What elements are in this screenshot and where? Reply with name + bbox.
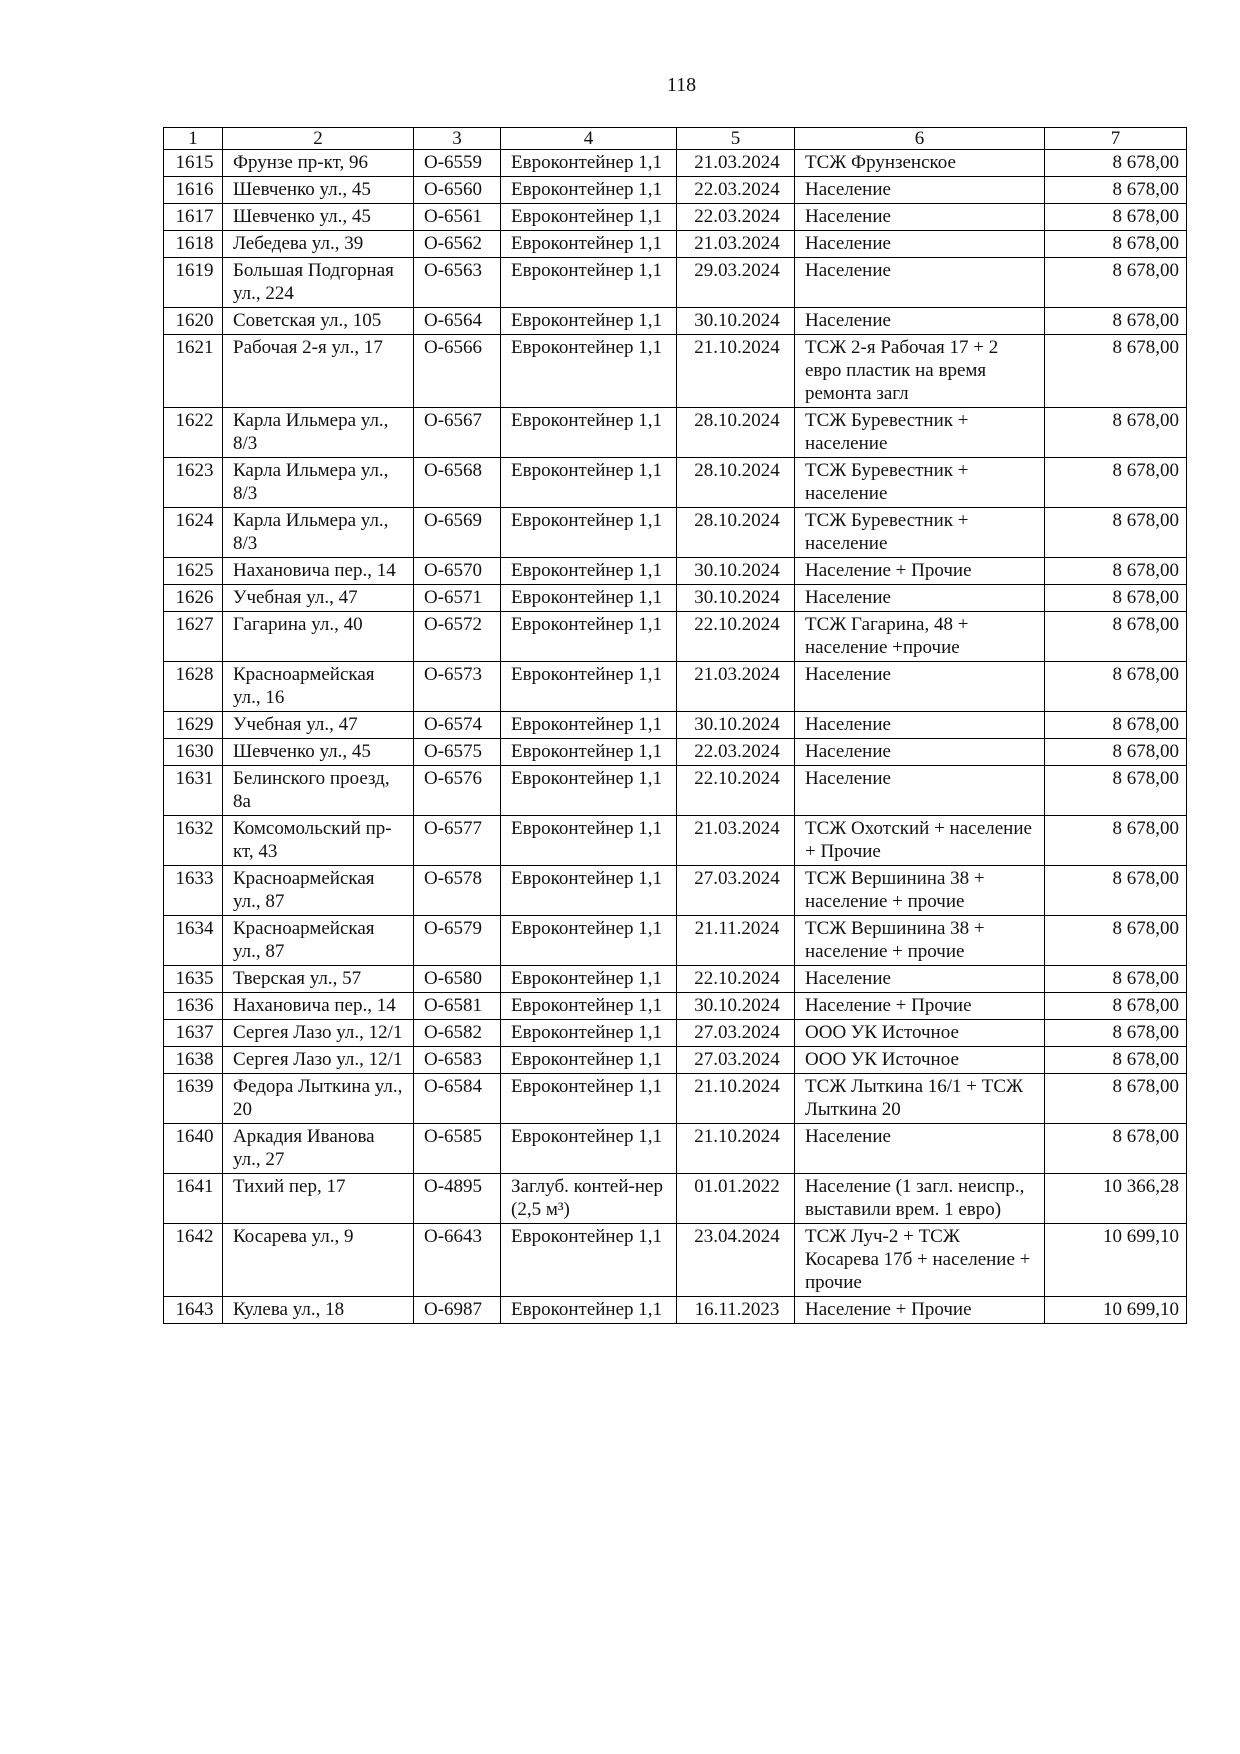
row-number: 1626 [164,585,223,612]
amount-cell: 8 678,00 [1045,739,1187,766]
amount-cell: 10 699,10 [1045,1297,1187,1324]
date-cell: 22.10.2024 [677,966,795,993]
address-cell: Нахановича пер., 14 [223,558,414,585]
table-row [164,966,1187,993]
note-cell: Население [795,662,1045,712]
address-cell: Нахановича пер., 14 [223,993,414,1020]
row-number: 1642 [164,1224,223,1297]
address-cell: Шевченко ул., 45 [223,204,414,231]
date-cell: 16.11.2023 [677,1297,795,1324]
address-cell: Рабочая 2-я ул., 17 [223,335,414,408]
date-cell: 27.03.2024 [677,866,795,916]
row-number: 1641 [164,1174,223,1224]
address-cell: Карла Ильмера ул., 8/3 [223,458,414,508]
table-row [164,916,1187,966]
amount-cell: 8 678,00 [1045,558,1187,585]
col-header-5: 5 [677,128,795,150]
note-cell: ТСЖ Гагарина, 48 + население +прочие [795,612,1045,662]
address-cell: Большая Подгорная ул., 224 [223,258,414,308]
container-type-cell: Евроконтейнер 1,1 [501,612,677,662]
container-type-cell: Евроконтейнер 1,1 [501,966,677,993]
row-number: 1617 [164,204,223,231]
row-number: 1623 [164,458,223,508]
site-code-cell: О-6987 [414,1297,501,1324]
site-code-cell: О-6577 [414,816,501,866]
note-cell: ТСЖ Фрунзенское [795,150,1045,177]
table-row [164,662,1187,712]
note-cell: ТСЖ Вершинина 38 + население + прочие [795,916,1045,966]
amount-cell: 8 678,00 [1045,993,1187,1020]
row-number: 1616 [164,177,223,204]
amount-cell: 10 366,28 [1045,1174,1187,1224]
amount-cell: 8 678,00 [1045,1047,1187,1074]
row-number: 1633 [164,866,223,916]
container-type-cell: Евроконтейнер 1,1 [501,308,677,335]
row-number: 1628 [164,662,223,712]
col-header-6: 6 [795,128,1045,150]
site-code-cell: О-6580 [414,966,501,993]
note-cell: Население [795,585,1045,612]
row-number: 1621 [164,335,223,408]
address-cell: Красноармейская ул., 16 [223,662,414,712]
amount-cell: 8 678,00 [1045,662,1187,712]
site-code-cell: О-6566 [414,335,501,408]
container-type-cell: Заглуб. контей-нер (2,5 м³) [501,1174,677,1224]
table-row [164,739,1187,766]
site-code-cell: О-6643 [414,1224,501,1297]
page-number: 118 [666,74,697,96]
table-row [164,1124,1187,1174]
table-row [164,866,1187,916]
site-code-cell: О-6562 [414,231,501,258]
container-type-cell: Евроконтейнер 1,1 [501,231,677,258]
note-cell: Население [795,204,1045,231]
site-code-cell: О-6574 [414,712,501,739]
amount-cell: 8 678,00 [1045,612,1187,662]
container-type-cell: Евроконтейнер 1,1 [501,739,677,766]
container-type-cell: Евроконтейнер 1,1 [501,258,677,308]
date-cell: 30.10.2024 [677,712,795,739]
amount-cell: 8 678,00 [1045,866,1187,916]
container-type-cell: Евроконтейнер 1,1 [501,1297,677,1324]
date-cell: 22.03.2024 [677,204,795,231]
row-number: 1631 [164,766,223,816]
amount-cell: 8 678,00 [1045,1020,1187,1047]
site-code-cell: О-6570 [414,558,501,585]
container-type-cell: Евроконтейнер 1,1 [501,993,677,1020]
amount-cell: 8 678,00 [1045,916,1187,966]
row-number: 1630 [164,739,223,766]
container-type-cell: Евроконтейнер 1,1 [501,204,677,231]
row-number: 1627 [164,612,223,662]
container-type-cell: Евроконтейнер 1,1 [501,766,677,816]
container-type-cell: Евроконтейнер 1,1 [501,1074,677,1124]
site-code-cell: О-6583 [414,1047,501,1074]
container-type-cell: Евроконтейнер 1,1 [501,1224,677,1297]
date-cell: 21.03.2024 [677,816,795,866]
table-row [164,177,1187,204]
date-cell: 21.03.2024 [677,231,795,258]
site-code-cell: О-6571 [414,585,501,612]
row-number: 1640 [164,1124,223,1174]
row-number: 1620 [164,308,223,335]
col-header-4: 4 [501,128,677,150]
amount-cell: 8 678,00 [1045,408,1187,458]
container-type-cell: Евроконтейнер 1,1 [501,816,677,866]
note-cell: Население [795,712,1045,739]
table-row [164,1297,1187,1324]
site-code-cell: О-4895 [414,1174,501,1224]
container-type-cell: Евроконтейнер 1,1 [501,408,677,458]
note-cell: Население [795,231,1045,258]
address-cell: Шевченко ул., 45 [223,739,414,766]
col-header-1: 1 [164,128,223,150]
address-cell: Гагарина ул., 40 [223,612,414,662]
col-header-7: 7 [1045,128,1187,150]
table-row [164,1020,1187,1047]
row-number: 1635 [164,966,223,993]
address-cell: Комсомольский пр-кт, 43 [223,816,414,866]
site-code-cell: О-6564 [414,308,501,335]
date-cell: 01.01.2022 [677,1174,795,1224]
table-row [164,766,1187,816]
date-cell: 29.03.2024 [677,258,795,308]
date-cell: 22.10.2024 [677,766,795,816]
note-cell: ТСЖ Луч-2 + ТСЖ Косарева 17б + население + прочие [795,1224,1045,1297]
col-header-2: 2 [223,128,414,150]
site-code-cell: О-6567 [414,408,501,458]
row-number: 1625 [164,558,223,585]
note-cell: ТСЖ Лыткина 16/1 + ТСЖ Лыткина 20 [795,1074,1045,1124]
address-cell: Лебедева ул., 39 [223,231,414,258]
date-cell: 21.03.2024 [677,150,795,177]
table-row [164,1047,1187,1074]
row-number: 1637 [164,1020,223,1047]
site-code-cell: О-6578 [414,866,501,916]
date-cell: 22.03.2024 [677,177,795,204]
table-row [164,308,1187,335]
note-cell: ТСЖ 2-я Рабочая 17 + 2 евро пластик на время ремонта загл [795,335,1045,408]
note-cell: Население [795,766,1045,816]
row-number: 1636 [164,993,223,1020]
date-cell: 30.10.2024 [677,993,795,1020]
table-row [164,335,1187,408]
note-cell: Население [795,258,1045,308]
site-code-cell: О-6560 [414,177,501,204]
date-cell: 21.10.2024 [677,1124,795,1174]
row-number: 1618 [164,231,223,258]
table-row [164,204,1187,231]
container-type-cell: Евроконтейнер 1,1 [501,177,677,204]
note-cell: Население [795,966,1045,993]
table-row [164,231,1187,258]
amount-cell: 8 678,00 [1045,177,1187,204]
container-type-cell: Евроконтейнер 1,1 [501,916,677,966]
table-row [164,1174,1187,1224]
table-row [164,1074,1187,1124]
date-cell: 22.10.2024 [677,612,795,662]
container-type-cell: Евроконтейнер 1,1 [501,335,677,408]
container-type-cell: Евроконтейнер 1,1 [501,712,677,739]
container-type-cell: Евроконтейнер 1,1 [501,150,677,177]
header-row [164,128,1187,150]
note-cell: ТСЖ Охотский + население + Прочие [795,816,1045,866]
date-cell: 27.03.2024 [677,1047,795,1074]
date-cell: 28.10.2024 [677,408,795,458]
note-cell: Население + Прочие [795,1297,1045,1324]
amount-cell: 8 678,00 [1045,204,1187,231]
address-cell: Косарева ул., 9 [223,1224,414,1297]
table-row [164,993,1187,1020]
row-number: 1619 [164,258,223,308]
site-code-cell: О-6579 [414,916,501,966]
container-type-cell: Евроконтейнер 1,1 [501,1124,677,1174]
address-cell: Красноармейская ул., 87 [223,916,414,966]
amount-cell: 8 678,00 [1045,308,1187,335]
address-cell: Красноармейская ул., 87 [223,866,414,916]
site-code-cell: О-6582 [414,1020,501,1047]
note-cell: Население [795,739,1045,766]
site-code-cell: О-6563 [414,258,501,308]
site-code-cell: О-6585 [414,1124,501,1174]
date-cell: 21.10.2024 [677,335,795,408]
row-number: 1624 [164,508,223,558]
note-cell: ТСЖ Вершинина 38 + население + прочие [795,866,1045,916]
note-cell: ООО УК Источное [795,1020,1045,1047]
row-number: 1639 [164,1074,223,1124]
address-cell: Советская ул., 105 [223,308,414,335]
date-cell: 21.11.2024 [677,916,795,966]
note-cell: Население [795,1124,1045,1174]
date-cell: 27.03.2024 [677,1020,795,1047]
date-cell: 23.04.2024 [677,1224,795,1297]
site-code-cell: О-6573 [414,662,501,712]
note-cell: Население [795,308,1045,335]
table-row [164,458,1187,508]
date-cell: 28.10.2024 [677,458,795,508]
address-cell: Шевченко ул., 45 [223,177,414,204]
table-body [164,150,1187,1324]
amount-cell: 8 678,00 [1045,458,1187,508]
note-cell: Население [795,177,1045,204]
table-row [164,558,1187,585]
amount-cell: 8 678,00 [1045,1074,1187,1124]
table-row [164,816,1187,866]
note-cell: Население (1 загл. неиспр., выставили врем. 1 евро) [795,1174,1045,1224]
table-row [164,508,1187,558]
address-cell: Учебная ул., 47 [223,712,414,739]
site-code-cell: О-6575 [414,739,501,766]
amount-cell: 8 678,00 [1045,712,1187,739]
table-row [164,408,1187,458]
registry-table [163,127,1187,1324]
row-number: 1629 [164,712,223,739]
address-cell: Белинского проезд, 8а [223,766,414,816]
row-number: 1643 [164,1297,223,1324]
row-number: 1638 [164,1047,223,1074]
address-cell: Аркадия Иванова ул., 27 [223,1124,414,1174]
date-cell: 30.10.2024 [677,308,795,335]
address-cell: Карла Ильмера ул., 8/3 [223,408,414,458]
col-header-3: 3 [414,128,501,150]
date-cell: 22.03.2024 [677,739,795,766]
amount-cell: 8 678,00 [1045,508,1187,558]
note-cell: ТСЖ Буревестник + население [795,508,1045,558]
address-cell: Учебная ул., 47 [223,585,414,612]
container-type-cell: Евроконтейнер 1,1 [501,508,677,558]
container-type-cell: Евроконтейнер 1,1 [501,662,677,712]
container-type-cell: Евроконтейнер 1,1 [501,866,677,916]
table-row [164,258,1187,308]
amount-cell: 8 678,00 [1045,585,1187,612]
site-code-cell: О-6559 [414,150,501,177]
note-cell: ООО УК Источное [795,1047,1045,1074]
site-code-cell: О-6584 [414,1074,501,1124]
row-number: 1634 [164,916,223,966]
amount-cell: 8 678,00 [1045,150,1187,177]
date-cell: 21.03.2024 [677,662,795,712]
container-type-cell: Евроконтейнер 1,1 [501,1020,677,1047]
table-row [164,585,1187,612]
amount-cell: 10 699,10 [1045,1224,1187,1297]
date-cell: 30.10.2024 [677,585,795,612]
amount-cell: 8 678,00 [1045,766,1187,816]
address-cell: Тихий пер, 17 [223,1174,414,1224]
note-cell: ТСЖ Буревестник + население [795,408,1045,458]
table-row [164,150,1187,177]
amount-cell: 8 678,00 [1045,1124,1187,1174]
row-number: 1622 [164,408,223,458]
date-cell: 21.10.2024 [677,1074,795,1124]
address-cell: Федора Лыткина ул., 20 [223,1074,414,1124]
container-type-cell: Евроконтейнер 1,1 [501,558,677,585]
address-cell: Кулева ул., 18 [223,1297,414,1324]
amount-cell: 8 678,00 [1045,966,1187,993]
address-cell: Сергея Лазо ул., 12/1 [223,1047,414,1074]
table-row [164,612,1187,662]
site-code-cell: О-6576 [414,766,501,816]
table-row [164,1224,1187,1297]
site-code-cell: О-6572 [414,612,501,662]
row-number: 1632 [164,816,223,866]
address-cell: Фрунзе пр-кт, 96 [223,150,414,177]
note-cell: ТСЖ Буревестник + население [795,458,1045,508]
table-row [164,712,1187,739]
site-code-cell: О-6561 [414,204,501,231]
amount-cell: 8 678,00 [1045,231,1187,258]
note-cell: Население + Прочие [795,993,1045,1020]
note-cell: Население + Прочие [795,558,1045,585]
date-cell: 28.10.2024 [677,508,795,558]
container-type-cell: Евроконтейнер 1,1 [501,458,677,508]
site-code-cell: О-6581 [414,993,501,1020]
row-number: 1615 [164,150,223,177]
date-cell: 30.10.2024 [677,558,795,585]
site-code-cell: О-6569 [414,508,501,558]
site-code-cell: О-6568 [414,458,501,508]
container-type-cell: Евроконтейнер 1,1 [501,1047,677,1074]
address-cell: Тверская ул., 57 [223,966,414,993]
amount-cell: 8 678,00 [1045,258,1187,308]
address-cell: Карла Ильмера ул., 8/3 [223,508,414,558]
address-cell: Сергея Лазо ул., 12/1 [223,1020,414,1047]
amount-cell: 8 678,00 [1045,335,1187,408]
amount-cell: 8 678,00 [1045,816,1187,866]
container-type-cell: Евроконтейнер 1,1 [501,585,677,612]
